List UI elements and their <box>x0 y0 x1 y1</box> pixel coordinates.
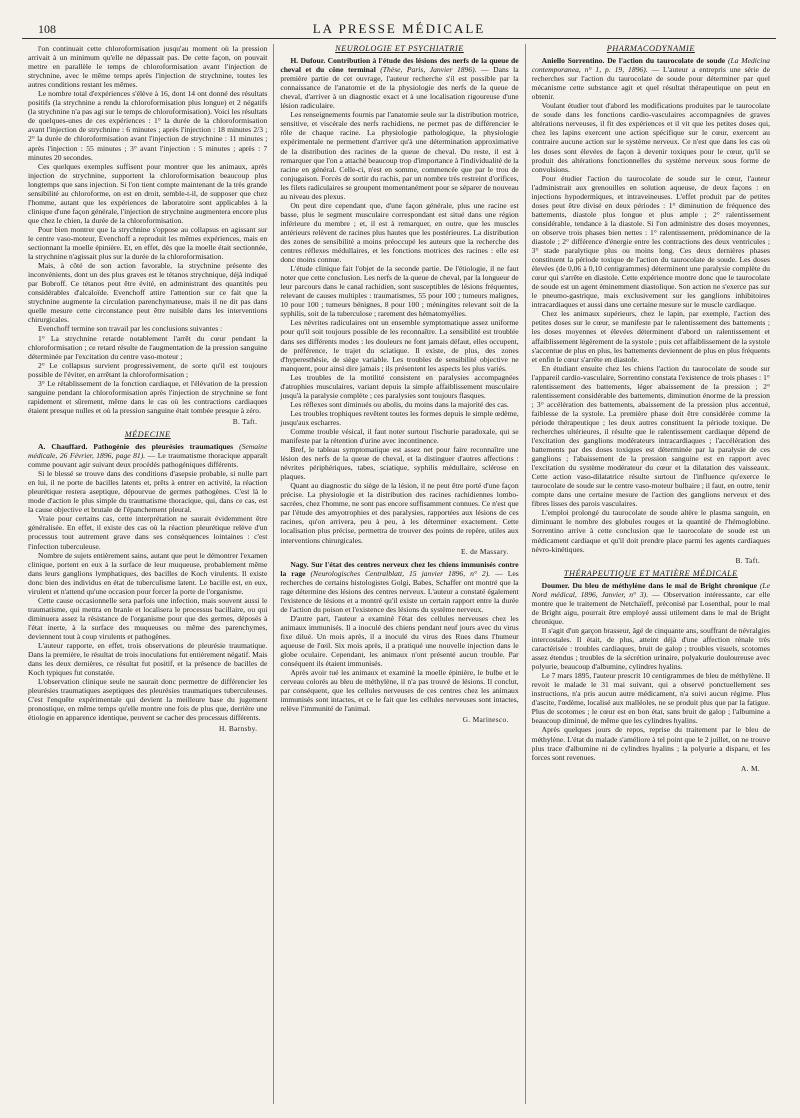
paragraph: 2° Le collapsus survient progressivement, de sorte qu'il est toujours possible de l'éviter, en arrêtant la chloroformisation ; <box>28 360 268 379</box>
page-header <box>22 22 776 39</box>
journal-title: LA PRESSE MÉDICALE <box>312 21 486 36</box>
article-title: Contribution à l'étude des lésions des nerfs de la queue de cheval et du cône terminal <box>280 56 519 75</box>
paragraph: Vraie pour certains cas, cette interprétation ne saurait évidemment être généralisée. En effet, il existe des cas où la réaction pleurétique relève d'un processus tout autrement grave dans ses conséquences lointaines : c'est l'infection tuberculeuse. <box>28 514 268 551</box>
article-heading <box>280 560 518 614</box>
author-signature: E. de Massary. <box>461 546 509 556</box>
column-right <box>525 44 776 1104</box>
article-heading <box>28 442 267 469</box>
article-reference: (La Medicina contemporanea, n° 1, p. 19, 1896). <box>531 56 770 75</box>
column-left <box>22 44 273 1104</box>
article-author: Aniello Sorrentino. <box>541 56 605 66</box>
author-signature: A. M. <box>741 763 760 773</box>
section-heading-therapeutique: THÉRAPEUTIQUE ET MATIÈRE MÉDICALE <box>563 568 738 578</box>
paragraph: Evenchoff termine son travail par les conclusions suivantes : <box>38 324 223 334</box>
paragraph: Cette cause occasionnelle sera parfois une infection, mais souvent aussi le traumatisme, qui mettra en branle et localisera le processus bacillaire, ou qui diminuera assez la résistance de l'organisme pour que des germes, déposés à l'état inerte, à la surface des muqueuses ou même des parenchymes, deviennent tout à coup virulents et pathogènes. <box>28 595 268 641</box>
paragraph: Voulant étudier tout d'abord les modifications produites par le taurocolate de soude dans les fonctions cardio-vasculaires accompagnées de graves altérations nerveuses, il fit des expériences et il vit que les petites doses qui, chez les lapins exercent une action spécifique sur le cœur, exercent au contraire aucune action sur le système nerveux. Ce n'est que dans les cas où les doses sont élevées de façon à devenir toxiques pour le cœur, qu'il se produit des altérations fonctionnelles du système nerveux sous forme de convulsions. <box>531 101 770 174</box>
paragraph: Ces quelques exemples suffisent pour montrer que les animaux, après injection de strychnine, supportent la chloroformisation beaucoup plus longtemps que sans injection. Si l'on tient compte maintenant de la très grande sensibilité au chloroforme, on est en droit, semble-t-il, de supposer que chez l'homme, autant que les expériences de laboratoire sont applicables à la clinique d'une façon générale, l'injection de strychnine augmentera encore plus que chez le chien, la durée de la chloroformisation. <box>28 161 268 225</box>
paragraph: Il s'agit d'un garçon brasseur, âgé de cinquante ans, souffrant de névralgies intercostales. Il était, de plus, atteint déjà d'une affection rénale très caractérisée : troubles cardiaques, bruit de galop ; troubles visuels, scotomes assez étendus ; troubles de la sécrétion urinaire, polyakurie douloureuse avec polyurie, beaucoup d'albumine, cylindres hyalins. <box>531 625 770 672</box>
paragraph: Le nombre total d'expériences s'élève à 16, dont 14 ont donné des résultats positifs (la strychnine a rendu la chloroformisation plus longue) et 2 négatifs (la strychnine n'a pas agi sur le temps de chloroformisation). Voici les résultats de quelques-unes de ces expériences : 1° la durée de la chloroformisation avant l'injection de strychnine : 6 minutes ; après l'injection : 18 minutes 2/3 ; 2° la durée de chloroformisation avant l'injection de strychnine : 11 minutes ; après l'injection : 55 minutes ; 3° avant l'injection : 5 minutes ; après : 7 minutes 20 secondes. <box>28 89 268 162</box>
section-heading-neurologie: NEUROLOGIE ET PSYCHIATRIE <box>335 44 464 53</box>
paragraph: Chez les animaux supérieurs, chez le lapin, par exemple, l'action des petites doses sur le cœur, se manifeste par le ralentissement des battements ; les doses moyennes et élevées déterminent d'abord un ralentissement et affaiblissement légèrement de la systole ; puis cet affaiblissement de la systole s'accentue de plus en plus, les battements deviennent de plus en plus fréquents et enfin le cœur s'arrête en diastole. <box>531 309 770 364</box>
article-lead: — Dans la première partie de cet ouvrage, l'auteur recherche s'il est possible par la connaissance de l'anatomie et de la physiologie des nerfs de la queue de cheval, d'arriver à un diagnostic exact et à une localisation rigoureuse d'une lésion radiculaire. <box>280 65 519 111</box>
paragraph: Nombre de sujets entièrement sains, autant que peut le démontrer l'examen clinique, portent en eux à la surface de leur muqueuse, probablement même dans leurs ganglions lymphatiques, des bacilles de Koch virulents. Il existe donc bien des individus en état de tuberculisme latent. Le bacille est, en eux, virulent et n'attend qu'une occasion pour forcer la porte de l'organisme. <box>28 550 268 596</box>
paragraph: Le 7 mars 1895, l'auteur prescrit 10 centigrammes de bleu de méthylène. Il revoit le malade le 31 mai suivant, qui a observé ponctuellement ses instructions, n'a pris aucun autre médicament, n'a suivi aucun régime. Plus d'ascite, l'œdème, localisé aux malléoles, ne se produit plus que par la fatigue. Plus de scotomes ; le cœur est en bon état, sans bruit de galop ; l'albumine a beaucoup diminué, de même que les cylindres hyalins. <box>531 671 770 726</box>
article-title: Pathogénie des pleurésies traumatiques <box>93 442 234 452</box>
article-lead: — Les recherches de certains histologistes Golgi, Babes, Schaffer ont montré que la rage détermine des lésions des centres nerveux. L'auteur a constaté également l'existence de lésions et a montré qu'il existe un certain rapport entre la durée de l'action du poison et l'existence des lésions du système nerveux. <box>280 568 519 614</box>
article-title: Du bleu de méthylène dans le mal de Bright chronique <box>572 580 757 590</box>
paragraph: L'emploi prolongé du taurocolate de soude altère le plasma sanguin, en diminuant le nombre des globules rouges et la quantité de l'hémoglobine. Sorrentino arrive à cette conclusion que le taurocolate de soude est un médicament cardiaque et qu'il doit prendre place parmi les agents cardiaques névro-kinétiques. <box>531 508 770 554</box>
article-author: A. Chauffard. <box>38 442 88 452</box>
paragraph: Comme trouble vésical, il faut noter surtout l'ischurie paradoxale, qui se manifeste par la rétention d'urine avec incontinence. <box>280 426 519 446</box>
paragraph: On peut dire cependant que, d'une façon générale, plus une racine est basse, plus le segment musculaire correspondant est situé dans une région inférieure du membre ; et, il est à remarquer, en outre, que les muscles antérieurs relèvent de racines plus hautes que les postérieures. La distribution des zones de sensibilité a moins préoccupé les auteurs que la recherche des centres réflexes médullaires, et les fonctions motrices des racines : elle est donc moins connue. <box>280 200 519 265</box>
paragraph: Les réflexes sont diminués ou abolis, du moins dans la majorité des cas. <box>290 399 509 409</box>
page-number: 108 <box>38 22 56 36</box>
article-heading <box>532 56 770 101</box>
author-signature: G. Marinesco. <box>462 715 509 725</box>
columns <box>22 44 776 1104</box>
paragraph: D'autre part, l'auteur a examiné l'état des cellules nerveuses chez les animaux immunisés. Il a inoculé des chiens pendant neuf jours avec du virus fixe dilué. Un mois après, il a inoculé du virus des Rues dans l'humeur aqueuse de l'œil. Six mois après, il a pratiqué une nouvelle injection dans le globe oculaire. Cependant, les animaux n'ont présenté aucun trouble. Par conséquent ils étaient immunisés. <box>280 613 519 669</box>
paragraph: Les troubles trophiques revêtent toutes les formes depuis le simple œdème, jusqu'aux escharres. <box>280 408 519 427</box>
paragraph: Si le blessé se trouve dans des conditions d'asepsie probable, si nulle part en lui, il ne porte de bacilles latents et, prêts à entrer en activité, la réaction pleurétique restera aseptique, dépourvue de germes pathogènes. C'est là le mode d'action le plus simple du traumatisme thoracique, qui, dans ce cas, est la cause objective et brutale de l'épanchement pleural. <box>28 469 268 515</box>
paragraph: l'on continuait cette chloroformisation jusqu'au moment où la pression arrivait à un minimum qu'elle ne dépassait pas. De cette façon, on pouvait mettre en parallèle le temps de chloroformisation avant l'injection de strychnine, avec le même temps après l'injection de strychnine, toutes les autres conditions restant les mêmes. <box>28 44 268 90</box>
article-heading <box>532 581 770 626</box>
paragraph: Après avoir tué les animaux et examiné la moelle épinière, le bulbe et le cerveau colorés au bleu de méthylène, il n'a pas trouvé de lésions. Il conclut, par conséquent, que les cellules nerveuses de ces centres chez les animaux immunisés sont intactes, et ce le fait que les cellules nerveuses sont intactes, relève l'immunité de l'animal. <box>280 668 519 714</box>
paragraph: L'observation clinique seule ne saurait donc permettre de différencier les pleurésies traumatiques aseptiques des pleurésies traumatiques tuberculeuses. C'est l'enquête expérimentale qui devient la meilleure base du jugement pronostique, en même temps qu'elle montre une fois de plus que, derrière une étiologie en apparence identique, peuvent se cacher des processus différents. <box>28 677 268 723</box>
paragraph: Bref, le tableau symptomatique est assez net pour faire reconnaître une lésion des nerfs de la queue de cheval, et la distinguer d'autres affections : névrites périphériques, tabes, sciatique, syphilis médullaire, sclérose en plaques. <box>280 445 519 482</box>
article-title: De l'action du taurocolate de soude <box>607 56 726 66</box>
article-title: Sur l'état des centres nerveux chez les chiens immunisés contre la rage <box>280 559 519 578</box>
article-reference: (Semaine médicale, 26 Février, 1896, page 81). <box>28 442 268 461</box>
article-lead: — L'auteur a entrepris une série de recherches sur l'action du taurocolate de soude pour déterminer par quel mécanisme cette substance agit et quel résultat thérapeutique on peut en obtenir. <box>531 65 770 102</box>
article-author: H. Dufour. <box>290 56 326 66</box>
article-lead: — Observation intéressante, car elle montre que le traitement de Netchaïeff, préconisé par Losenthal, pour le mal de Bright aigu, pourrait être employé aussi utilement dans le mal de Bright chronique. <box>531 589 770 626</box>
author-signature: B. Taft. <box>735 555 760 565</box>
paragraph: Quant au diagnostic du siège de la lésion, il ne peut être porté d'une façon précise. La physiologie et la distribution des racines rachidiennes lombo-sacrées, chez l'homme, ne sont pas encore suffisamment connues. Ce n'est que par l'étude des amyotrophies et des paralysies, rapportées aux lésions de ces racines, qu'on arrivera, peu à peu, à les déterminer exactement. Cette localisation plus précise, permettra de trouver des points de repère, utiles aux interventions chirurgicales. <box>280 481 519 545</box>
author-signature: H. Barnsby. <box>218 724 258 734</box>
paragraph: 1° La strychnine retarde notablement l'arrêt du cœur pendant la chloroformisation ; ce retard résulte de l'augmentation de la pression sanguine déterminée par l'excitation du centre vaso-moteur ; <box>28 333 268 361</box>
paragraph: L'étude clinique fait l'objet de la seconde partie. De l'étiologie, il ne faut noter que cette conclusion. Les nerfs de la queue de cheval, par la longueur de leur parcours dans le canal rachidien, sont susceptibles de lésions fréquentes, relevant de causes multiples : traumatismes, 55 pour 100 ; tumeurs malignes, 10 pour 100 ; tumeurs bénignes, 8 pour 100 ; méningites relevant soit de la syphilis, soit de la tuberculose ; rarement des hématomyélies. <box>280 264 519 319</box>
paragraph: Les névrites radiculaires ont un ensemble symptomatique assez uniforme pour qu'il soit toujours possible de les reconnaître. La sensibilité est troublée dans ses différents modes : les douleurs ne font jamais défaut, elles occupent, de préférence, le trajet du sciatique. Il existe, de plus, des zones d'hyperesthésie, de siège variable. Les troubles de sensibilité objective ne manquent, pour ainsi dire jamais ; ils présentent les aspects les plus variés. <box>280 318 519 373</box>
section-heading-pharmacodynamie: PHARMACODYNAMIE <box>606 44 695 53</box>
paragraph: 3° Le rétablissement de la fonction cardiaque, et l'élévation de la pression sanguine pendant la chloroformisation après l'injection de strychnine se font rapidement et sûrement, même dans le cas où les contractions cardiaques étaient presque nulles et où la pression sanguine était tombée presque à zéro. <box>28 378 268 415</box>
paragraph: Pour étudier l'action du taurocolate de soude sur le cœur, l'auteur l'administrait aux grenouilles en solution aqueuse, de deux façons : en injections hypodermiques, et intraveineuses. L'effet produit par de petites doses peut être divisé en deux périodes : 1° diminution de fréquence des battements, diastole plus longue et plus ample ; 2° ralentissement considérable, tendance à la diastole. Si l'on administre des doses moyennes, on observe trois phases bien nettes : 1° ralentissement, prédominance de la diastole ; 2° différence d'énergie entre les contractions des deux ventricules ; 3° stade paralytique plus ou moins long. Ces deux dernières phases constituent la période toxique de l'action du taurocolate de soude. Les doses élevées (de 0,06 à 0,10 centigrammes) déterminent une paralysie complète du cœur qui s'arrête en diastole. Cette expérience montre donc que le taurocolate de soude est un agent éminemment diastolique. Son action ne s'exerce pas sur le pneumo-gastrique, mais exclusivement sur les ganglions inhibitoires intracardiaques et aussi dans une certaine mesure sur le muscle cardiaque. <box>531 173 770 310</box>
article-author: Nagy. <box>290 559 309 569</box>
paragraph: En étudiant ensuite chez les chiens l'action du taurocolate de soude sur l'appareil cardio-vasculaire, Sorrentino constata l'existence de trois phases : 1° ralentissement des battements, léger abaissement de la pression ; 2° ralentissement considérable des battements, diminution énorme de la pression ; 3° accélération des battements, abaissement de la pression plus accentué, faiblesse de la systole. La première phase doit être considérée comme la période thérapeutique ; les deux autres constituent la période toxique. De recherches ultérieures, il résulte que le ralentissement cardiaque dépend de l'excitation des ganglions modérateurs intracardiaques ; l'accélération des battements par des doses toxiques est déterminée par la paralysie de ces ganglions ; l'abaissement de la pression sanguine est en rapport avec l'excitation du système modérateur du cœur et la dilatation des vaisseaux. Cette action vaso-dilatatrice résulte surtout de l'influence qu'exerce le taurocolate de soude sur le centre vaso-moteur bulbaire ; il faut, en outre, tenir compte dans une certaine mesure de l'action des ganglions nerveux et des fibres lisses des parois vasculaires. <box>531 363 770 509</box>
section-heading-medecine: MÉDECINE <box>124 429 171 439</box>
paragraph: Les renseignements fournis par l'anatomie seule sur la distribution motrice, sensitive, et viscérale des nerfs rachidiens, ne permet pas de différencier le rôle de chaque racine. La physiologie pathologique, la physiologie expérimentale ne permettent d'arriver qu'à une détermination approximative de la distribution des racines de la queue de cheval. Du reste, il est à remarquer que l'on a attaché beaucoup trop d'importance à l'individualité de la racine en général. Celle-ci, n'est en somme, commencée que par le trou de conjugaison. Forcés de sortir du rachis, par un nombre très restreint d'orifices, les filets radiculaires se groupent momentanément pour se séparer de nouveau au niveau des plexus. <box>280 110 519 201</box>
paragraph: Les troubles de la motilité consistent en paralysies accompagnées d'atrophies musculaires, variant depuis la simple affaiblissement musculaire jusqu'à la paralysie complète ; ces paralysies sont toujours flasques. <box>280 372 519 400</box>
article-heading <box>280 56 518 110</box>
article-lead: — Le traumatisme thoracique apparaît comme pouvant agir suivant deux procédés pathogéniques différents. <box>28 451 268 470</box>
article-reference: (Thèse, Paris, Janvier 1896). <box>380 65 477 75</box>
author-signature: B. Taft. <box>232 416 258 426</box>
article-reference: (Neurologisches Centralblatt, 15 janvier 1896, n° 2). <box>310 568 491 578</box>
paragraph: Après quelques jours de repos, reprise du traitement par le bleu de méthylène. L'état du malade s'améliore à tel point que le 2 juillet, on ne trouve plus trace d'albumine ni de cylindres hyalins ; la polyurie a disparu, et les forces sont revenues. <box>531 725 770 762</box>
paragraph: L'auteur rapporte, en effet, trois observations de pleurésie traumatique. Dans la première, le résultat de trois inoculations fut entièrement négatif. Mais dans les deux dernières, ce résultat fut positif, et la présence de bacilles de Koch typiques fut constatée. <box>28 641 268 678</box>
column-middle <box>273 44 524 1104</box>
article-reference: (Le Nord médical, 1896, Janvier, n° 3). <box>531 580 770 599</box>
paragraph: Pour bien montrer que la strychnine s'oppose au collapsus en agissant sur le centre vaso-moteur, Evenchoff a reproduit les mêmes expériences, mais en sectionnant la moelle épinière. Et, en effet, dès que la moelle était sectionnée, la strychnine n'agissait plus sur la durée de la chloroformisation. <box>28 224 268 262</box>
paragraph: Mais, à côté de son action favorable, la strychnine présente des inconvénients, dont un des plus graves est le tétanos strychnique, déjà indiqué par Bobroff. Ce tétanos peut être évité, en administrant des quantités peu considérables d'alcaloïde. Evenchoff attire l'attention sur ce fait que la strychnine augmente la circulation parenchymateuse, mais il ne dit pas dans quelle mesure cette circonstance peut être nuisible dans les interventions chirurgicales. <box>28 261 268 325</box>
article-author: Doumer. <box>541 580 570 590</box>
